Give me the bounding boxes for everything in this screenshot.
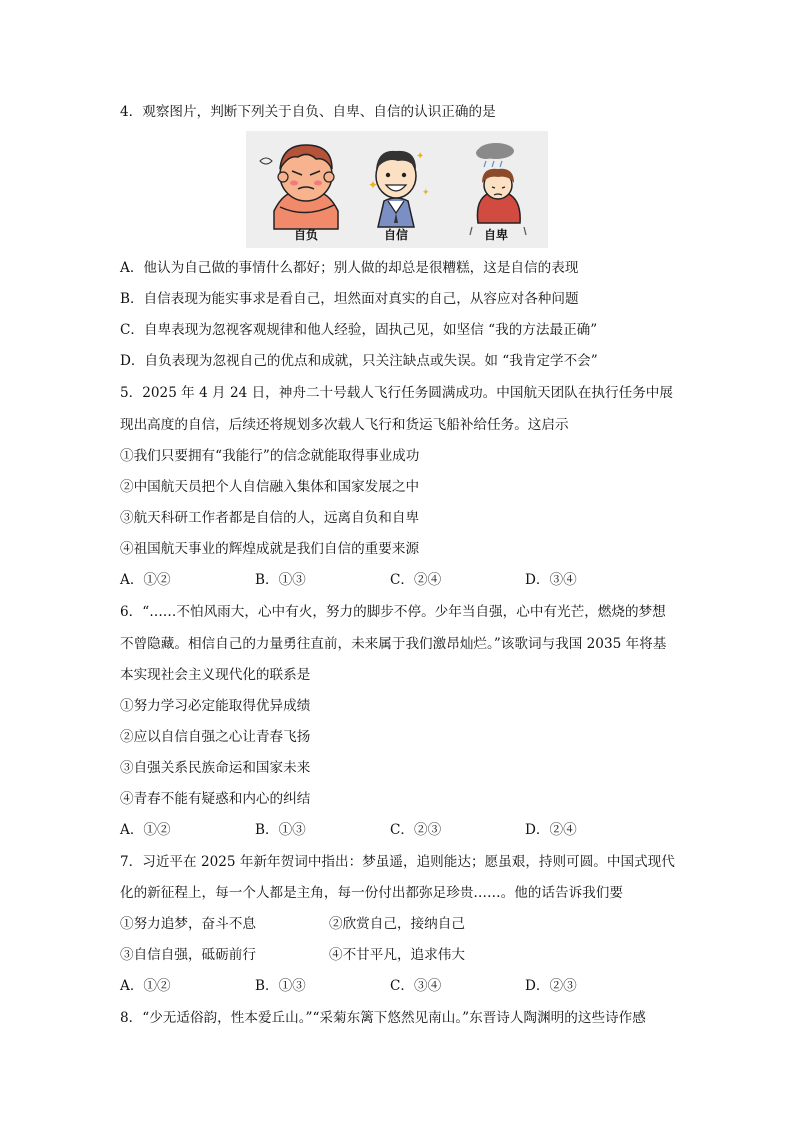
- q5-choice-b: B．①③: [255, 572, 306, 588]
- q7-choice-a: A．①②: [120, 978, 171, 994]
- q6-stem-line1: 6．“……不怕风雨大，心中有火，努力的脚步不停。少年当自强，心中有光芒，燃烧的梦想: [120, 604, 666, 620]
- q6-statement-2: ②应以自信自强之心让青春飞扬: [120, 729, 311, 745]
- svg-text:✦: ✦: [422, 188, 430, 198]
- q6-statement-3: ③自强关系民族命运和国家未来: [120, 760, 311, 776]
- q5-statement-1: ①我们只要拥有“我能行”的信念就能取得事业成功: [120, 448, 420, 464]
- q5-statement-2: ②中国航天员把个人自信融入集体和国家发展之中: [120, 479, 420, 495]
- q4-option-b: B．自信表现为能实事求是看自己，坦然面对真实的自己，从容应对各种问题: [120, 291, 579, 307]
- q6-stem-line2: 不曾隐藏。相信自己的力量勇往直前，未来属于我们激昂灿烂。”该歌词与我国 2035 年将基: [120, 636, 667, 652]
- q5-statement-3: ③航天科研工作者都是自信的人，远离自负和自卑: [120, 510, 420, 526]
- q8-stem-line1: 8．“少无适俗韵，性本爱丘山。”“采菊东篱下悠然见南山。”东晋诗人陶渊明的这些诗作感: [120, 1010, 646, 1026]
- q4-stem: 4．观察图片，判断下列关于自负、自卑、自信的认识正确的是: [120, 104, 496, 120]
- q6-choice-a: A．①②: [120, 822, 171, 838]
- q7-statement-1: ①努力追梦，奋斗不息: [120, 916, 256, 932]
- q5-stem-line1: 5．2025 年 4 月 24 日，神舟二十号载人飞行任务圆满成功。中国航天团队在执行任务中展: [120, 385, 673, 401]
- q7-choices: [120, 977, 680, 995]
- q7-statement-4: ④不甘平凡，追求伟大: [329, 947, 465, 963]
- q5-choice-a: A．①②: [120, 572, 171, 588]
- q6-choices: [120, 821, 680, 839]
- q6-statement-4: ④青春不能有疑惑和内心的纠结: [120, 791, 311, 807]
- svg-text:✦: ✦: [368, 178, 379, 192]
- q7-stem-line2: 化的新征程上，每一个人都是主角，每一份付出都弥足珍贵……。他的话告诉我们要: [120, 885, 623, 901]
- q4-option-c: C．自卑表现为忽视客观规律和他人经验，固执己见，如坚信 “我的方法最正确”: [120, 322, 598, 338]
- q6-stem-line3: 本实现社会主义现代化的联系是: [120, 667, 311, 683]
- q7-choice-b: B．①③: [255, 978, 306, 994]
- q6-statement-1: ①努力学习必定能取得优异成绩: [120, 698, 311, 714]
- q7-statement-2: ②欣赏自己，接纳自己: [329, 916, 465, 932]
- q5-statement-4: ④祖国航天事业的辉煌成就是我们自信的重要来源: [120, 541, 420, 557]
- q7-choice-d: D．②③: [525, 978, 577, 994]
- q7-stem-line1: 7．习近平在 2025 年新年贺词中指出：梦虽遥，追则能达；愿虽艰，持则可圆。中国式现代: [120, 854, 675, 870]
- q5-choices: [120, 571, 680, 589]
- caption-inferior: 自卑: [484, 228, 509, 242]
- q6-choice-c: C．②③: [390, 822, 442, 838]
- q5-choice-d: D．③④: [525, 572, 577, 588]
- q7-statements-row2: [120, 946, 680, 964]
- caption-arrogant: 自负: [294, 228, 319, 242]
- caption-confident: 自信: [384, 228, 409, 242]
- svg-text:✦: ✦: [416, 151, 425, 162]
- arrogant-boy-figure: [260, 145, 338, 229]
- shy-girl-figure: [470, 143, 526, 235]
- q6-choice-b: B．①③: [255, 822, 306, 838]
- q7-statements-row1: [120, 915, 680, 933]
- q7-choice-c: C．③④: [390, 978, 442, 994]
- q7-statement-3: ③自信自强，砥砺前行: [120, 947, 256, 963]
- q5-stem-line2: 现出高度的自信，后续还将规划多次载人飞行和货运飞船补给任务。这启示: [120, 417, 569, 433]
- q4-option-a: A．他认为自己做的事情什么都好；别人做的却总是很糟糕，这是自信的表现: [120, 260, 579, 276]
- q4-option-d: D．自负表现为忽视自己的优点和成就，只关注缺点或失误。如 “我肯定学不会”: [120, 353, 598, 369]
- q6-choice-d: D．②④: [525, 822, 577, 838]
- q4-figure: [246, 131, 548, 248]
- confident-boy-figure: [368, 151, 430, 227]
- q5-choice-c: C．②④: [390, 572, 442, 588]
